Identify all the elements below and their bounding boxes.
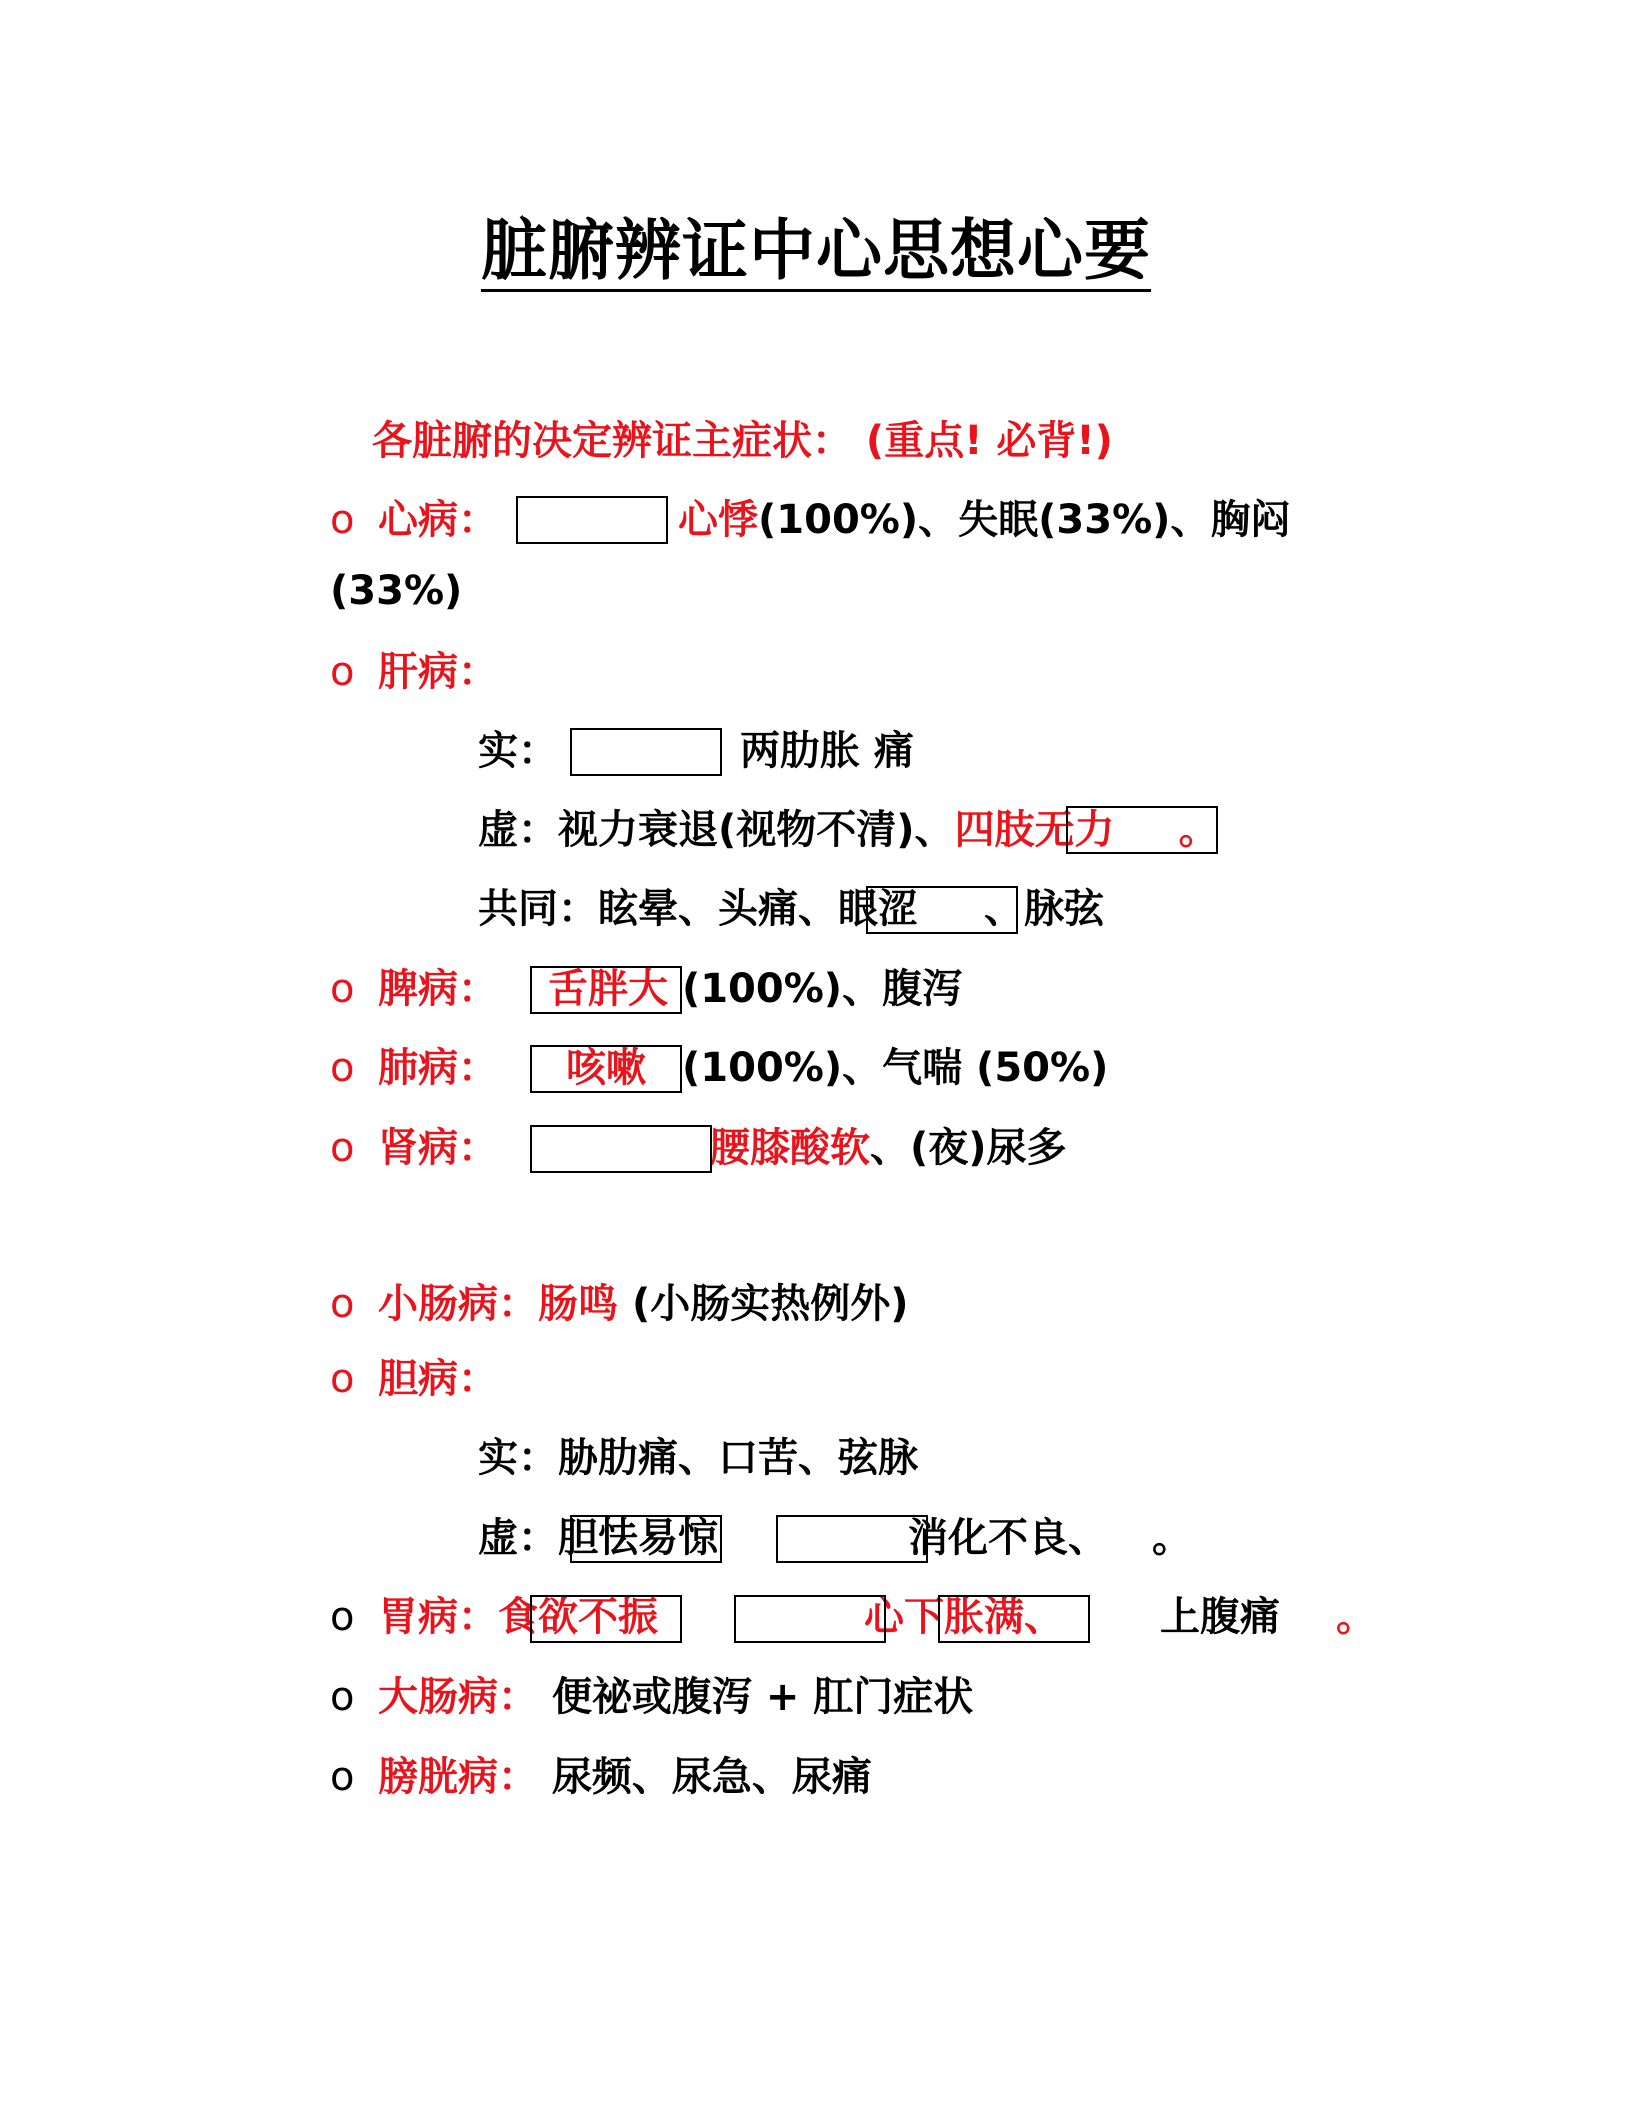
blank-box <box>776 1515 928 1563</box>
blank-box <box>938 1595 1090 1643</box>
bullet-icon: o <box>330 649 355 695</box>
subtitle: 各脏腑的决定辨证主症状： (重点! 必背!) <box>372 418 1113 464</box>
liver-xu: 虚：视力衰退(视物不清)、四肢无力 。 <box>478 807 1219 853</box>
blank-box <box>530 1045 682 1093</box>
blank-box <box>866 886 1018 934</box>
page-title: 脏腑辨证中心思想心要 <box>0 206 1632 296</box>
lung-row: o 肺病： 咳嗽 (100%)、气喘 (50%) <box>330 1045 1109 1091</box>
blank-box <box>734 1595 886 1643</box>
heart-label: 心病： <box>378 497 498 543</box>
gallbladder-xu: 虚：胆怯易惊 消化不良、 。 <box>478 1515 1192 1561</box>
liver-shi: 实： 两肋胀 痛 <box>478 728 914 774</box>
bladder-row: o 膀胱病： 尿频、尿急、尿痛 <box>330 1754 872 1800</box>
blank-box <box>570 728 722 776</box>
blank-box <box>530 966 682 1014</box>
spleen-row: o 脾病： 舌胖大 (100%)、腹泻 <box>330 966 963 1012</box>
small-intestine-row: o 小肠病：肠鸣 (小肠实热例外) <box>330 1281 909 1327</box>
liver-common: 共同：眩晕、头痛、眼涩 、脉弦 <box>478 886 1104 932</box>
large-intestine-row: o 大肠病： 便祕或腹泻 + 肛门症状 <box>330 1674 974 1720</box>
gallbladder-shi: 实：胁肋痛、口苦、弦脉 <box>478 1435 918 1481</box>
heart-key: 心悸 <box>678 497 758 543</box>
bullet-icon: o <box>330 497 355 543</box>
blank-box <box>1066 806 1218 854</box>
blank-box <box>530 1595 682 1643</box>
kidney-row: o 肾病： 腰膝酸软、(夜)尿多 <box>330 1125 1067 1171</box>
heart-rest2: (33%) <box>330 568 463 614</box>
blank-box <box>530 1125 712 1173</box>
stomach-row: o 胃病：食欲不振 心下胀满、 上腹痛 。 <box>330 1594 1376 1640</box>
liver-label: 肝病： <box>378 649 498 695</box>
liver-row <box>330 644 498 700</box>
blank-box <box>516 496 668 544</box>
heart-rest: (100%)、失眠(33%)、胸闷 <box>758 497 1291 543</box>
gallbladder-row: o 胆病： <box>330 1356 498 1402</box>
blank-box <box>570 1515 722 1563</box>
heart-row <box>330 492 1290 548</box>
